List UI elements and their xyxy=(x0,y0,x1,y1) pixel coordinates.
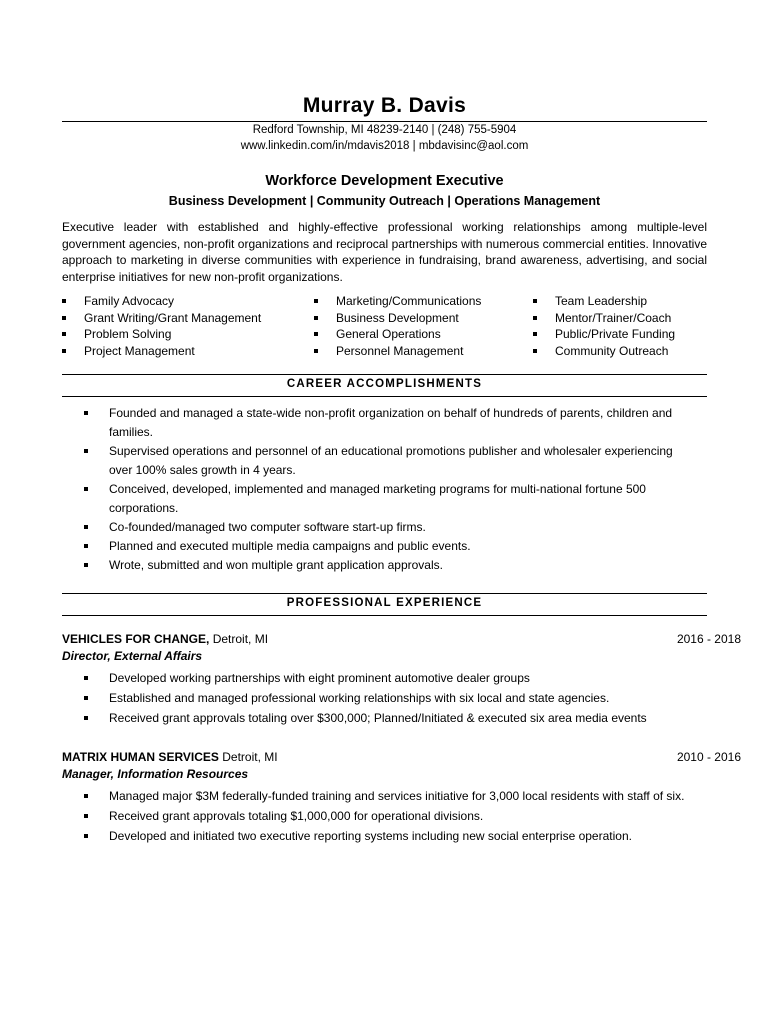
job-role: Manager, Information Resources xyxy=(62,767,249,781)
bullet-icon xyxy=(314,349,318,353)
accomplishments-top-rule xyxy=(62,374,707,375)
job-duties xyxy=(62,786,707,846)
summary-paragraph: Executive leader with established and highly-effective professional working relationships among multiple-level government agencies, non-profit organizations and reciprocal partnerships with numerous commercial entities. Innovative approach to marketing in diverse communities with experience in fundraising, brand awareness, advertising, and social enterprise initiatives for new non-profit organizations. xyxy=(62,220,707,284)
bullet-icon xyxy=(314,299,318,303)
job-header xyxy=(62,630,741,648)
list-item: Managed major $3M federally-funded training and services initiative for 3,000 local residents with staff of six. xyxy=(62,786,707,806)
accomplishments-list xyxy=(62,404,707,575)
job-location: Detroit, MI xyxy=(209,632,269,646)
bullet-icon xyxy=(84,563,88,567)
bullet-icon xyxy=(533,332,537,336)
bullet-icon xyxy=(62,332,66,336)
candidate-name: Murray B. Davis xyxy=(302,94,467,117)
job-entry xyxy=(62,748,741,846)
list-item: Developed and initiated two executive reporting systems including new social enterprise operation. xyxy=(62,826,707,846)
web-contact-line xyxy=(62,140,707,152)
header-divider xyxy=(62,121,707,122)
list-item: Conceived, developed, implemented and managed marketing programs for multi-national fortune 500 corporations. xyxy=(62,480,707,518)
job-duties xyxy=(62,668,707,728)
experience-bottom-rule xyxy=(62,615,707,616)
job-entry xyxy=(62,630,741,728)
bullet-icon xyxy=(84,544,88,548)
address-line: Redford Township, MI 48239-2140 | (248) 755-5904 xyxy=(252,124,517,136)
job-company: MATRIX HUMAN SERVICES xyxy=(62,750,219,764)
list-item: Co-founded/managed two computer software start-up firms. xyxy=(62,518,707,537)
list-item: Received grant approvals totaling $1,000,000 for operational divisions. xyxy=(62,806,707,826)
accomplishments-heading: CAREER ACCOMPLISHMENTS xyxy=(286,378,483,390)
list-item: Received grant approvals totaling over $300,000; Planned/Initiated & executed six area media events xyxy=(62,708,707,728)
resume-page: Murray B. Davis Redford Township, MI 48239-2140 | (248) 755-5904 www.linkedin.com/in/mdavis2018 | mbdavisinc@aol.com Workforce Development Executive Business Development | Community Outreach | Operations Management Executive leader with established and highly-effective professional working relationships among multiple-level government agencies, non-profit organizations and reciprocal partnerships with numerous commercial entities. Innovative approach to marketing in diverse communities with experience in fundraising, brand awareness, advertising, and social enterprise initiatives for new non-profit organizations. Family Advocacy Grant Writing/Grant Management Problem Solving Project Management Marketing/Communications Business Development General Operations Personnel Management Team Leadership Mentor/Trainer/Coach Public/Private Funding Community Outreach CAREER ACCOMPLISHMENTS Founded and managed a state-wide non-profit organization on behalf of hundreds of parents, children and families. Supervised operations and personnel of an educational promotions publisher and wholesaler experiencing over 100% sales growth in 4 years. Conceived, developed, implemented and managed marketing programs for multi-national fortune 500 corporations. Co-founded/managed two computer software start-up firms. Planned and executed multiple media campaigns and public events. Wrote, submitted and won multiple grant application approvals. PROFESSIONAL EXPERIENCE VEHICLES FOR CHANGE, Detroit, MI 2016 - 2018 Director, External Affairs Developed working partnerships with eight prominent automotive dealer groups Established and managed professional working relationships with six local and state agencies. Received grant approvals totaling over $300,000; Planned/Initiated & executed six area media events MATRIX HUMAN SERVICES Detroit, MI 2010 - 2016 Manager, Information Resources Managed major $3M federally-funded training and services initiative for 3,000 local residents with staff of six. Received grant approvals totaling $1,000,000 for operational divisions. Developed and initiated two executive reporting systems including new social enterprise operation. xyxy=(62,0,707,1024)
headline-title: Workforce Development Executive xyxy=(265,173,504,189)
list-item: Founded and managed a state-wide non-profit organization on behalf of hundreds of parents, children and families. xyxy=(62,404,707,442)
bullet-icon xyxy=(314,332,318,336)
bullet-icon xyxy=(533,316,537,320)
bullet-icon xyxy=(533,299,537,303)
job-dates: 2010 - 2016 xyxy=(676,750,741,764)
bullet-icon xyxy=(533,349,537,353)
accomplishments-bottom-rule xyxy=(62,396,707,397)
experience-top-rule xyxy=(62,593,707,594)
experience-heading: PROFESSIONAL EXPERIENCE xyxy=(286,597,483,609)
list-item: Established and managed professional working relationships with six local and state agencies. xyxy=(62,688,707,708)
bullet-icon xyxy=(84,834,88,838)
bullet-icon xyxy=(84,449,88,453)
bullet-icon xyxy=(84,676,88,680)
bullet-icon xyxy=(84,696,88,700)
list-item: Wrote, submitted and won multiple grant application approvals. xyxy=(62,556,707,575)
job-location: Detroit, MI xyxy=(218,750,278,764)
bullet-icon xyxy=(62,349,66,353)
bullet-icon xyxy=(62,299,66,303)
list-item: Supervised operations and personnel of an educational promotions publisher and wholesaler experiencing over 100% sales growth in 4 years. xyxy=(62,442,707,480)
job-header xyxy=(62,748,741,766)
job-company: VEHICLES FOR CHANGE, xyxy=(62,632,210,646)
bullet-icon xyxy=(314,316,318,320)
job-dates: 2016 - 2018 xyxy=(676,632,741,646)
list-item: Developed working partnerships with eight prominent automotive dealer groups xyxy=(62,668,707,688)
bullet-icon xyxy=(84,525,88,529)
email-link[interactable]: mbdavisinc@aol.com xyxy=(418,140,529,152)
headline-subtitle: Business Development | Community Outreach | Operations Management xyxy=(168,194,601,208)
bullet-icon xyxy=(84,411,88,415)
bullet-icon xyxy=(84,814,88,818)
bullet-icon xyxy=(62,316,66,320)
bullet-icon xyxy=(84,487,88,491)
list-item: Planned and executed multiple media campaigns and public events. xyxy=(62,537,707,556)
bullet-icon xyxy=(84,716,88,720)
bullet-icon xyxy=(84,794,88,798)
linkedin-link[interactable]: www.linkedin.com/in/mdavis2018 | xyxy=(240,140,416,152)
job-role: Director, External Affairs xyxy=(62,649,203,663)
